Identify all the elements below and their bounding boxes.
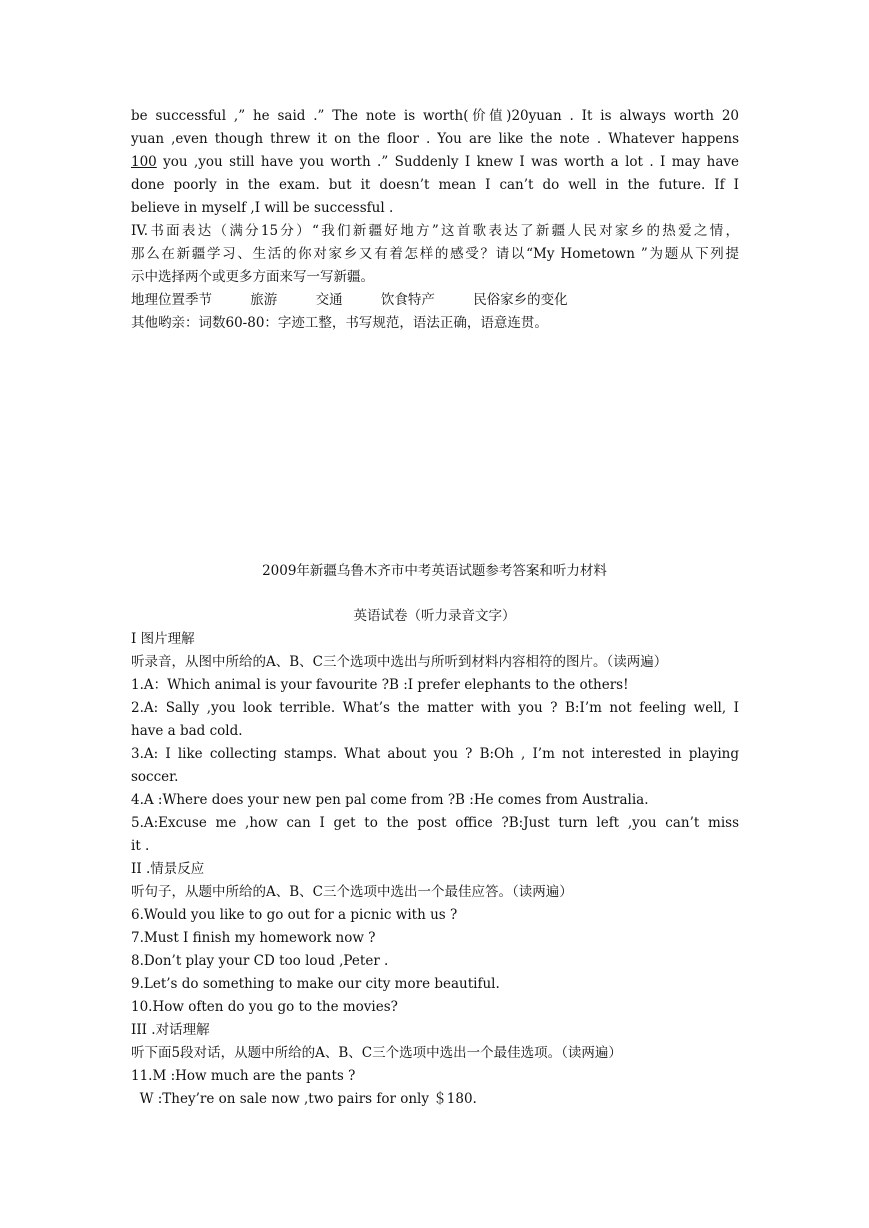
section-title: 2009年新疆乌鲁木齐市中考英语试题参考答案和听力材料 [262, 563, 607, 579]
script-line: 9.Let’s do something to make our city more beautiful. [131, 976, 500, 992]
underlined-number: 100 [131, 154, 157, 170]
script-line: have a bad cold. [131, 723, 243, 739]
passage-line-1: be successful ,” he said .” The note is worth(价值)20yuan . It is always worth 20 [131, 108, 739, 124]
script-line: 8.Don’t play your CD too loud ,Peter . [131, 953, 389, 969]
instruction-line: 听录音，从图中所给的A、B、C三个选项中选出与所听到材料内容相符的图片。（读两遍） [131, 654, 668, 670]
writing-note: 其他哟亲：词数60-80：字迹工整，书写规范，语法正确，语意连贯。 [131, 315, 548, 331]
script-line: 11.M :How much are the pants ? [131, 1068, 356, 1084]
script-line: 4.A :Where does your new pen pal come from ?B :He comes from Australia. [131, 792, 649, 808]
topic-item: 饮食特产 [380, 292, 435, 308]
script-line: 2.A: Sally ,you look terrible. What’s the matter with you ? B:I’m not feeling well, I [131, 700, 739, 716]
script-line: 1.A：Which animal is your favourite ?B :I prefer elephants to the others! [131, 677, 629, 693]
section-subtitle: 英语试卷（听力录音文字） [353, 608, 516, 624]
passage-line-4: done poorly in the exam. but it doesn’t mean I can’t do well in the future. If I [131, 177, 739, 193]
instruction-line: 听句子，从题中所给的A、B、C三个选项中选出一个最佳应答。（读两遍） [131, 884, 573, 900]
passage-line-5: believe in myself ,I will be successful . [131, 200, 394, 216]
script-line: 10.How often do you go to the movies? [131, 999, 398, 1015]
script-line: 6.Would you like to go out for a picnic with us ? [131, 907, 458, 923]
passage-line-3 [131, 151, 739, 174]
topic-item: 地理位置季节 [131, 292, 212, 308]
script-line: 5.A:Excuse me ,how can I get to the post office ?B:Just turn left ,you can’t miss [131, 815, 739, 831]
script-line: W :They’re on sale now ,two pairs for only ＄180. [131, 1091, 477, 1107]
topic-item: 交通 [315, 292, 343, 308]
topic-list [131, 289, 739, 312]
script-line: 3.A: I like collecting stamps. What about you ? B:Oh , I’m not interested in playing [131, 746, 739, 762]
listening-script-block [131, 628, 739, 1111]
section-heading: I 图片理解 [131, 631, 195, 647]
section-heading: III .对话理解 [131, 1022, 210, 1038]
passage-line-3-text: you ,you still have you worth .” Suddenly I knew I was worth a lot . I may have [156, 154, 739, 170]
section-heading: II .情景反应 [131, 861, 205, 877]
topic-item: 民俗家乡的变化 [473, 292, 568, 308]
script-line: 7.Must I finish my homework now ? [131, 930, 376, 946]
writing-task-line-2: 那么在新疆学习、生活的你对家乡又有着怎样的感受？请以“My Hometown ”为题从下列提 [131, 246, 739, 262]
passage-line-2: yuan ,even though threw it on the floor . You are like the note . Whatever happens [131, 131, 739, 147]
writing-task-line-3: 示中选择两个或更多方面来写一写新疆。 [131, 269, 374, 285]
script-line: it . [131, 838, 150, 854]
topic-item: 旅游 [250, 292, 278, 308]
writing-task-line-1: IV.书面表达（满分15分）“我们新疆好地方”这首歌表达了新疆人民对家乡的热爱之情， [131, 223, 739, 239]
script-line: soccer. [131, 769, 179, 785]
instruction-line: 听下面5段对话，从题中所给的A、B、C三个选项中选出一个最佳选项。（读两遍） [131, 1045, 622, 1061]
passage-block [131, 105, 739, 335]
